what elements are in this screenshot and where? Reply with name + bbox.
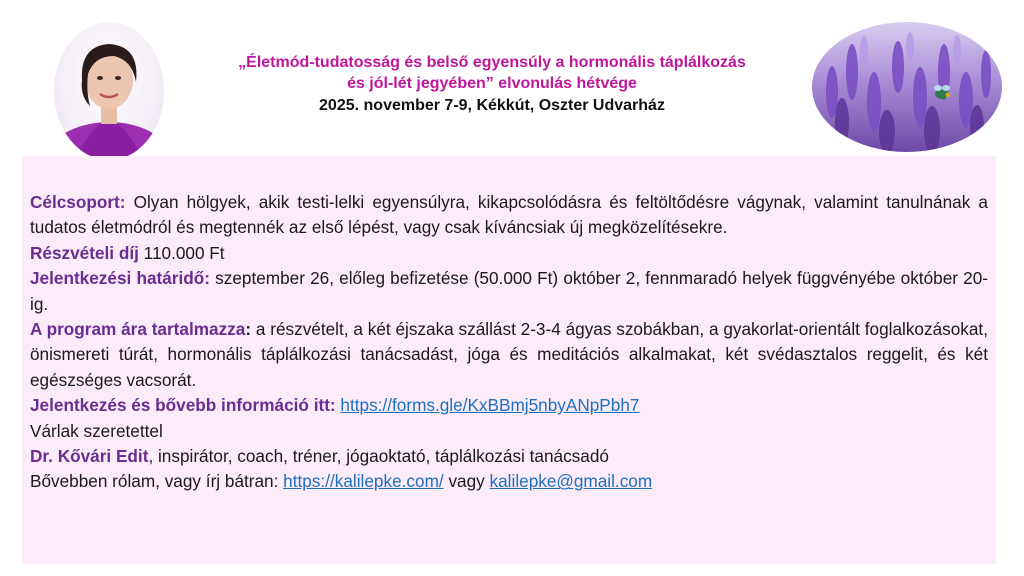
target-text: Olyan hölgyek, akik testi-lelki egyensúlyra, kikapcsolódásra és feltöltődésre vágynak, valamint tanulnának a tudatos életmódról és megtennék az első lépést, vagy csak kíváncsiak új megközelítésekre. [30,192,988,238]
lavender-illustration [812,22,1002,152]
title-line-2: és jól-lét jegyében” elvonulás hétvége [347,75,637,92]
signup-label: Jelentkezés és bővebb információ itt: [30,395,336,416]
target-label: Célcsoport: [30,192,126,212]
author-paragraph [30,444,988,469]
includes-text: a részvételt, a két éjszaka szállást 2-3-4 ágyas szobákban, a gyakorlat-orientált foglalkozásokat, önismereti túrát, hormonális táplálkozási tanácsadást, jóga és meditációs alkalmakat, két svédasztalos reggelit, és két egészséges vacsorát. [30,319,988,390]
portrait-photo [54,22,164,160]
fee-paragraph [30,241,988,266]
deadline-label: Jelentkezési határidő: [30,268,210,289]
includes-label: A program ára tartalmazza [30,319,246,340]
closing-text: Várlak szeretettel [30,420,163,441]
bee-icon [934,85,951,99]
header [180,52,804,118]
email-link[interactable]: kalilepke@gmail.com [489,471,653,492]
date-location: 2025. november 7-9, Kékkút, Oszter Udvarház [319,97,665,114]
author-roles: , inspirátor, coach, tréner, jógaoktató, táplálkozási tanácsadó [148,446,609,467]
contact-or: vagy [443,471,490,492]
title-line-1: „Életmód-tudatosság és belső egyensúly a hormonális táplálkozás [238,54,746,71]
contact-text: Bővebben rólam, vagy írj bátran: [30,471,284,492]
website-link[interactable]: https://kalilepke.com/ [283,471,444,492]
fee-text: 110.000 Ft [138,242,225,263]
contact-paragraph [30,469,988,494]
target-paragraph [30,190,988,241]
deadline-paragraph [30,266,988,317]
signup-paragraph [30,393,988,418]
author-name: Dr. Kővári Edit [30,446,149,467]
deadline-text: szeptember 26, előleg befizetése (50.000 Ft) október 2, fennmaradó helyek függvényébe október 20-ig. [30,268,988,314]
content [30,190,988,495]
includes-colon: : [245,319,252,340]
includes-paragraph [30,317,988,393]
fee-label: Részvételi díj [30,242,139,263]
portrait-illustration [54,22,164,160]
signup-link[interactable]: https://forms.gle/KxBBmj5nbyANpPbh7 [340,395,640,416]
lavender-photo [812,22,1002,152]
